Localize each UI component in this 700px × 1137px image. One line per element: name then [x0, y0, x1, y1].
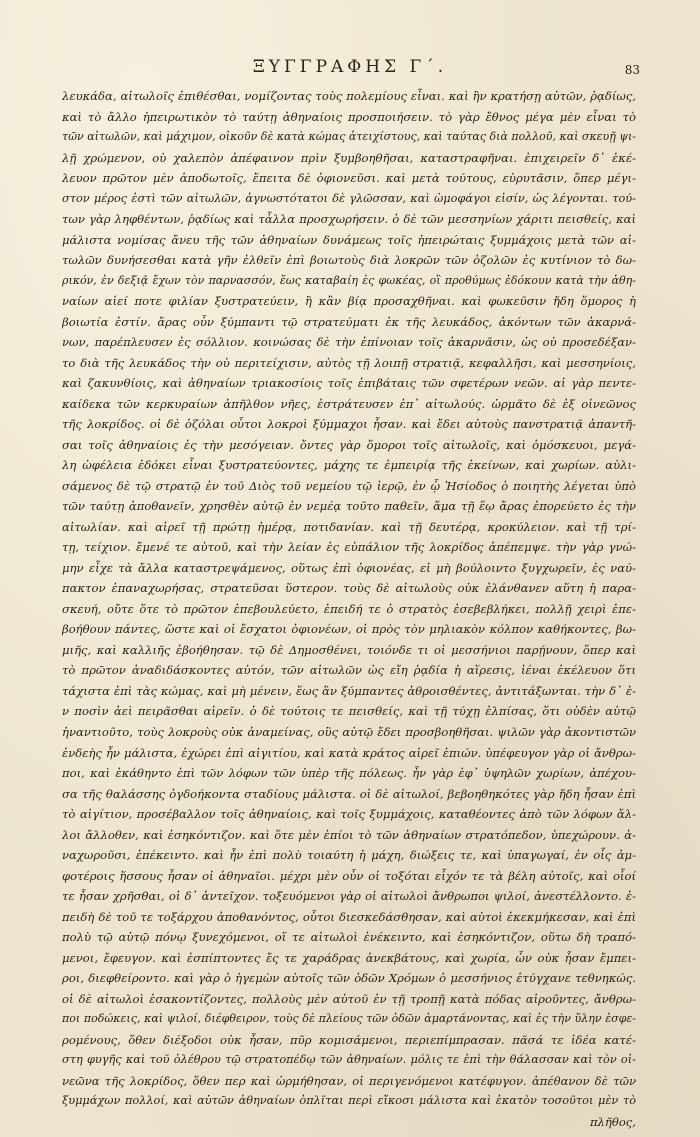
text-line: ρομένους, ὅθεν διέξοδοι οὐκ ἦσαν, πῦρ κομισάμενοι, περιεπίμπρασαν. πᾶσά τε ἰδέα κατέ- [62, 1032, 636, 1047]
text-line: πακτον ἐπαναχωρήσας, στρατεῦσαι ὕστερον. τοὺς δὲ αἰτωλοὺς οὐκ ἐλάνθανεν αὕτη ἡ παρα- [62, 581, 636, 596]
text-line: ναχωροῦσι, ἐπέκειντο. καὶ ἦν ἐπὶ πολὺ τοιαύτη ἡ μάχη, διώξεις τε, καὶ ὑπαγωγαί, ἐν οἷς ἀμ- [62, 848, 636, 863]
text-line: ροι, διεφθείροντο. καὶ γὰρ ὁ ἡγεμὼν αὐτοῖς τῶν ὁδῶν Χρόμων ὁ μεσσήνιος ἐτύγχανε τεθνηκώς. [62, 971, 636, 986]
text-line: στη φυγῆς καὶ τοῦ ὀλέθρου τῷ στρατοπέδῳ τῶν ἀθηναίων. μόλις τε ἐπὶ τὴν θάλασσαν καὶ τὸν οἰ- [62, 1053, 636, 1067]
text-line: ρικόν, ἐν δεξιᾷ ἔχων τὸν παρνασσόν, ἕως καταβαίη ἐς φωκέας, οἳ προθύμως ἐδόκουν κατὰ τὴν ἀθη- [62, 273, 636, 287]
text-line: ποι, καὶ ἐκάθηντο ἐπὶ τῶν λόφων τῶν ὑπὲρ τῆς πόλεως. ἦν γὰρ ἐφ᾽ ὑψηλῶν χωρίων, ἀπέχου- [62, 766, 636, 781]
text-line: τῶν αἰτωλῶν, καὶ μάχιμον, οἰκοῦν δὲ κατὰ κώμας ἀτειχίστους, καὶ ταύτας διὰ πολλοῦ, καὶ σκευῇ ψι- [62, 130, 636, 144]
body-text [62, 86, 636, 1132]
text-line: τωλῶν δυνήσεσθαι κατὰ γῆν ἐλθεῖν ἐπὶ βοιωτοὺς διὰ λοκρῶν τῶν ὀζολῶν ἐς κυτίνιον τὸ δω- [62, 253, 636, 268]
text-line: νεῶνα τῆς λοκρίδος, ὅθεν περ καὶ ὡρμήθησαν, οἱ περιγενόμενοι κατέφυγον. ἀπέθανον δὲ τῶν [62, 1073, 636, 1088]
text-line: τάχιστα ἐπὶ τὰς κώμας, καὶ μὴ μένειν, ἕως ἂν ξύμπαντες ἁθροισθέντες, ἀντιτάξωνται. τὴν δ᾽ ἐ- [62, 683, 636, 698]
text-line: σαι τοῖς ἀθηναίοις ἐς τὴν μεσόγειαν. ὄντες γὰρ ὅμοροι τοῖς αἰτωλοῖς, καὶ ὁμόσκευοι, μεγά- [62, 437, 636, 452]
running-head [0, 57, 700, 79]
text-line: τῶν ταύτῃ ἀποθανεῖν, χρησθὲν αὐτῷ ἐν νεμέᾳ τοῦτο παθεῖν, ἅμα τῇ ἕῳ ἄρας ἐπορεύετο ἐς τὴν [62, 499, 636, 514]
page-number: 83 [624, 63, 640, 77]
text-line: οἱ δὲ αἰτωλοὶ ἐσακοντίζοντες, πολλοὺς μὲν αὐτοῦ ἐν τῇ τροπῇ κατὰ πόδας αἱροῦντες, ἄνθρω- [62, 991, 636, 1006]
text-line: τῆς λοκρίδος. οἱ δὲ ὀζόλαι οὗτοι λοκροὶ ξύμμαχοι ἦσαν. καὶ ἔδει αὐτοὺς πανστρατιᾷ ἀπαντῆ- [62, 417, 636, 432]
text-line: καὶ ζακυνθίοις, καὶ ἀθηναίων τριακοσίοις τοῖς ἐπιβάταις τῶν σφετέρων νεῶν. αἱ γὰρ πεντε- [62, 376, 636, 391]
text-line: το διὰ τῆς λευκάδος τὴν οὐ περιτείχισιν, αὐτὸς τῇ λοιπῇ στρατιᾷ, κεφαλλῆσι, καὶ μεσσηνίοις, [62, 355, 636, 370]
text-line: τὸ πρῶτον ἀναδιδάσκοντες αὐτόν, τῶν αἰτωλῶν ὡς εἴη ῥᾳδία ἡ αἵρεσις, ἰέναι ἐκέλευον ὅτι [62, 663, 636, 678]
text-line: αἰτωλίαν. καὶ αἱρεῖ τῇ πρώτῃ ἡμέρᾳ, ποτιδανίαν. καὶ τῇ δευτέρᾳ, κροκύλειον. καὶ τῇ τρί- [62, 519, 636, 534]
text-line: καίδεκα τῶν κερκυραίων ἀπῆλθον νῆες, ἐστράτευσεν ἐπ᾽ αἰτωλούς. ὡρμᾶτο δὲ ἐξ οἰνεῶνος [62, 396, 636, 411]
text-line: νων, παρέπλευσεν ἐς σόλλιον. κοινώσας δὲ τὴν ἐπίνοιαν τοῖς ἀκαρνᾶσιν, ὡς οὐ προσεδέξαν- [62, 335, 636, 350]
text-line: λοι ἄλλοθεν, καὶ ἐσηκόντιζον. καὶ ὅτε μὲν ἐπίοι τὸ τῶν ἀθηναίων στρατόπεδον, ὑπεχώρουν. ἀ- [62, 827, 636, 842]
text-line: λευον πρῶτον μὲν ἀποδωτοῖς, ἔπειτα δὲ ὀφιονεῦσι. καὶ μετὰ τούτους, εὐρυτᾶσιν, ὅπερ μέγι- [62, 171, 636, 186]
text-line: μιῆς, καὶ καλλιῆς ἐβοήθησαν. τῷ δὲ Δημοσθένει, τοιόνδε τι οἱ μεσσήνιοι παρῄνουν, ὅπερ καὶ [62, 642, 636, 657]
text-line: μενοι, ἔφευγον. καὶ ἐσπίπτοντες ἔς τε χαράδρας ἀνεκβάτους, καὶ χωρία, ὧν οὐκ ἦσαν ἔμπει- [62, 950, 636, 965]
text-line: σα τῆς θαλάσσης ὀγδοήκοντα σταδίους μάλιστα. οἱ δὲ αἰτωλοί, βεβοηθηκότες γὰρ ἤδη ἦσαν ἐπὶ [62, 786, 636, 801]
text-line: πλῆθος, [589, 1114, 636, 1129]
text-line: ξυμμάχων πολλοί, καὶ αὐτῶν ἀθηναίων ὁπλῖται περὶ εἴκοσι μάλιστα καὶ ἑκατὸν τοσοῦτοι μὲν τὸ [62, 1094, 636, 1108]
text-line: λῇ χρώμενον, οὐ χαλεπὸν ἀπέφαινον πρὶν ξυμβοηθῆσαι, καταστραφῆναι. ἐπιχειρεῖν δ᾽ ἐκέ- [62, 150, 636, 165]
text-line: λευκάδα, αἰτωλοῖς ἐπιθέσθαι, νομίζοντας τοὺς πολεμίους εἶναι. καὶ ἢν κρατήσῃ αὐτῶν, ῥᾳδίως, [62, 89, 636, 103]
text-line: σκευή, οὔτε ὅτε τὸ πρῶτον ἐπεβουλεύετο, ἐπειδή τε ὁ στρατὸς ἐσεβεβλήκει, πολλῇ χειρὶ ἐπε- [62, 601, 636, 616]
text-line: βοήθουν πάντες, ὥστε καὶ οἱ ἔσχατοι ὀφιονέων, οἱ πρὸς τὸν μηλιακὸν κόλπον καθήκοντες, βω- [62, 622, 636, 637]
text-line: των γὰρ ληφθέντων, ῥᾳδίως καὶ τἆλλα προσχωρήσειν. ὁ δὲ τῶν μεσσηνίων χάριτι πεισθείς, καὶ [62, 212, 636, 227]
text-line: καὶ τὸ ἄλλο ἠπειρωτικὸν τὸ ταύτῃ ἀθηναίοις προσποιήσειν. τὸ γὰρ ἔθνος μέγα μὲν εἶναι τὸ [62, 109, 636, 124]
text-line: πολὺ τῷ αὐτῷ πόνῳ ξυνεχόμενοι, οἵ τε αἰτωλοὶ ἐνέκειντο, καὶ ἐσηκόντιζον, οὕτω δὴ τραπό- [62, 930, 636, 945]
text-line: στον μέρος ἐστὶ τῶν αἰτωλῶν, ἀγνωστότατοι δὲ γλῶσσαν, καὶ ὠμοφάγοι εἰσίν, ὡς λέγονται. τού- [62, 191, 636, 205]
text-line: πειδὴ δὲ τοῦ τε τοξάρχου ἀποθανόντος, οὗτοι διεσκεδάσθησαν, καὶ αὐτοὶ ἐκεκμήκεσαν, καὶ ἐπὶ [62, 909, 636, 924]
text-line: βοιωτία ἐστίν. ἄρας οὖν ξύμπαντι τῷ στρατεύματι ἐκ τῆς λευκάδος, ἀκόντων τῶν ἀκαρνά- [62, 314, 636, 329]
text-line: τὸ αἰγίτιον, προσέβαλλον τοῖς ἀθηναίοις, καὶ τοῖς ξυμμάχοις, καταθέοντες ἀπὸ τῶν λόφων ἄλ- [62, 807, 636, 822]
text-line: ποι ποδώκεις, καὶ ψιλοί, διέφθειρον, τοὺς δὲ πλείους τῶν ὁδῶν ἁμαρτάνοντας, καὶ ἐς τὴν ὕλην ἐσφε- [62, 1012, 636, 1026]
text-line: ἠναντιοῦτο, τοὺς λοκροὺς οὐκ ἀναμείνας, οὓς αὐτῷ ἔδει προσβοηθῆσαι. ψιλῶν γὰρ ἀκοντιστῶν [62, 724, 636, 739]
text-line: μην εἶχε τὰ ἄλλα καταστρεψάμενος, οὕτως ἐπὶ ὀφιονέας, εἰ μὴ βούλοιντο ξυγχωρεῖν, ἐς ναύ- [62, 560, 636, 575]
text-line: λη ὠφέλεια ἐδόκει εἶναι ξυστρατεύοντες, μάχης τε ἐμπειρίᾳ τῆς ἐκείνων, καὶ χωρίων. αὐλι- [62, 458, 636, 473]
text-line: σάμενος δὲ τῷ στρατῷ ἐν τοῦ Διὸς τοῦ νεμείου τῷ ἱερῷ, ἐν ᾧ Ἡσίοδος ὁ ποιητὴς λέγεται ὑπὸ [62, 478, 636, 493]
text-line: φοτέροις ἥσσους ἦσαν οἱ ἀθηναῖοι. μέχρι μὲν οὖν οἱ τοξόται εἶχόν τε τὰ βέλη αὐτοῖς, καὶ οἷοί [62, 868, 636, 883]
text-line: τε ἦσαν χρῆσθαι, οἱ δ᾽ ἀντεῖχον. τοξευόμενοι γὰρ οἱ αἰτωλοὶ ἄνθρωποι ψιλοί, ἀνεστέλλοντο. ἐ- [62, 889, 636, 904]
text-line: ναίων αἰεί ποτε φιλίαν ξυστρατεύειν, ἢ κἂν βίᾳ προσαχθῆναι. καὶ φωκεῦσιν ἤδη ὅμορος ἡ [62, 294, 636, 309]
text-line: ν ποσὶν ἀεὶ πειρᾶσθαι αἱρεῖν. ὁ δὲ τούτοις τε πεισθείς, καὶ τῇ τύχῃ ἐλπίσας, ὅτι οὐδὲν αὐτῷ [62, 704, 636, 719]
page-title: ΞΥΓΓΡΑΦΗΣ Γ΄. [252, 57, 448, 77]
text-line: μάλιστα νομίσας ἄνευ τῆς τῶν ἀθηναίων δυνάμεως τοῖς ἠπειρώταις ξυμμάχοις μετὰ τῶν αἰ- [62, 232, 636, 247]
text-line: ἐνδεὴς ἦν μάλιστα, ἐχώρει ἐπὶ αἰγιτίου, καὶ κατὰ κράτος αἱρεῖ ἐπιών. ὑπέφευγον γὰρ οἱ ἄνθρω- [62, 745, 636, 760]
text-line: τῃ, τείχιον. ἔμενέ τε αὐτοῦ, καὶ τὴν λείαν ἐς εὐπάλιον τῆς λοκρίδος ἀπέπεμψε. τὴν γὰρ γνώ- [62, 540, 636, 555]
